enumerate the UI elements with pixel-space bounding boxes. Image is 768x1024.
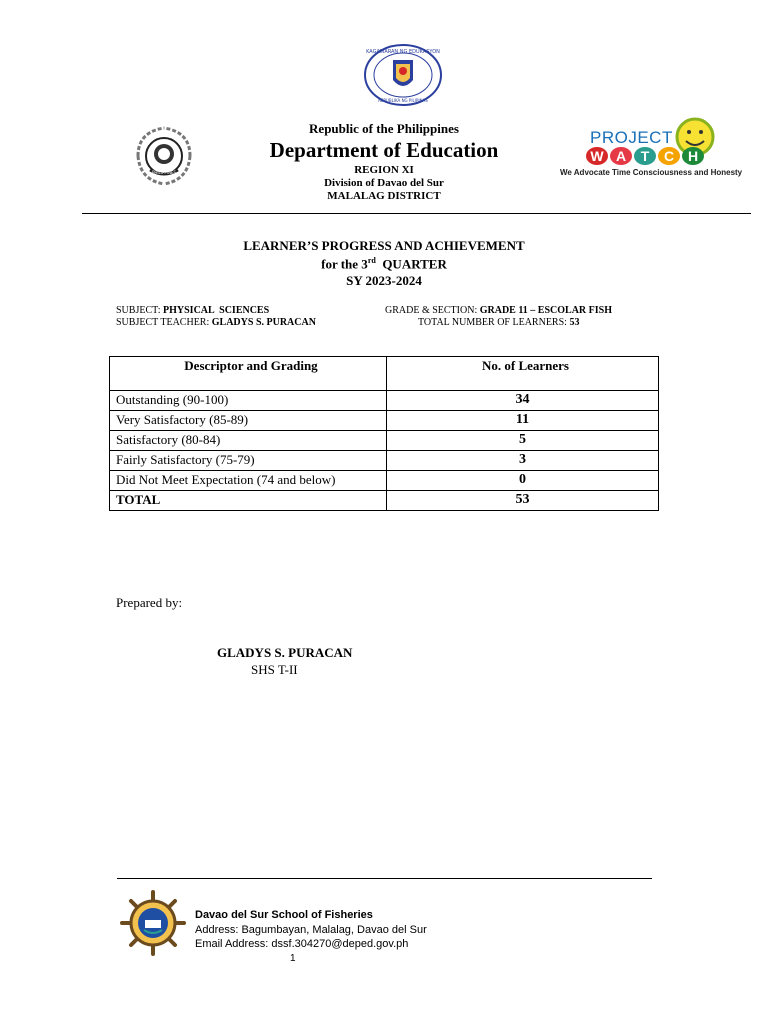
- seal-ring-text-top: KAGAWARAN NG EDUKASYON: [366, 49, 440, 55]
- row-descriptor: Very Satisfactory (85-89): [110, 411, 387, 431]
- report-school-year: SY 2023-2024: [346, 273, 422, 288]
- watch-letter-a: A: [610, 147, 632, 165]
- watch-letter-w: W: [586, 147, 608, 165]
- row-descriptor: Outstanding (90-100): [110, 391, 387, 411]
- row-descriptor: Satisfactory (80-84): [110, 431, 387, 451]
- left-logo-text: PHILIPPINES: [151, 170, 177, 175]
- report-quarter: [0, 256, 768, 272]
- meta-subject: [116, 305, 269, 316]
- row-count: 0: [387, 471, 659, 491]
- meta-teacher: [116, 317, 316, 328]
- table-row: [110, 451, 659, 471]
- header-divider: [82, 213, 751, 214]
- quarter-suffix: QUARTER: [375, 256, 447, 272]
- school-wheel-logo: [120, 890, 186, 956]
- header-count: No. of Learners: [387, 357, 659, 391]
- project-label: PROJECT: [590, 128, 673, 147]
- meta-grade-label: GRADE & SECTION:: [385, 305, 480, 316]
- table-row: [110, 431, 659, 451]
- meta-grade-value: GRADE 11 – ESCOLAR FISH: [479, 305, 612, 316]
- row-descriptor: Fairly Satisfactory (75-79): [110, 451, 387, 471]
- footer-address: Address: Bagumbayan, Malalag, Davao del Sur: [195, 924, 427, 936]
- watch-letter-h: H: [682, 147, 704, 165]
- meta-subject-value: PHYSICAL SCIENCES: [163, 305, 270, 316]
- seal-ring-text-bottom: REPUBLIKA NG PILIPINAS: [378, 98, 428, 103]
- row-count: 5: [387, 431, 659, 451]
- header-region: REGION XI: [354, 164, 414, 176]
- quarter-prefix: for the 3: [321, 256, 368, 272]
- header-descriptor: Descriptor and Grading: [110, 357, 387, 391]
- signatory-name: GLADYS S. PURACAN: [217, 645, 353, 660]
- meta-total-value: 53: [569, 317, 580, 328]
- meta-total-learners: [418, 317, 579, 328]
- meta-grade-section: [385, 305, 612, 316]
- table-row: [110, 471, 659, 491]
- header-republic: Republic of the Philippines: [309, 121, 459, 136]
- project-watch-tagline: We Advocate Time Consciousness and Honesty: [560, 168, 743, 177]
- meta-total-label: TOTAL NUMBER OF LEARNERS:: [418, 317, 570, 328]
- footer-divider: [117, 878, 652, 879]
- prepared-by-label: Prepared by:: [116, 595, 183, 610]
- signatory-position: SHS T-II: [251, 662, 298, 677]
- total-label: TOTAL: [110, 491, 387, 511]
- row-count: 3: [387, 451, 659, 471]
- header-department: Department of Education: [269, 138, 499, 162]
- footer-email: Email Address: dssf.304270@deped.gov.ph: [195, 938, 409, 950]
- deped-seal-logo: [363, 44, 443, 106]
- table-total-row: [110, 491, 659, 511]
- row-descriptor: Did Not Meet Expectation (74 and below): [110, 471, 387, 491]
- footer-school-name: Davao del Sur School of Fisheries: [195, 909, 373, 921]
- grades-table: [109, 356, 659, 511]
- watch-letter-t: T: [634, 147, 656, 165]
- row-count: 34: [387, 391, 659, 411]
- table-row: [110, 391, 659, 411]
- meta-subject-label: SUBJECT:: [116, 305, 164, 316]
- row-count: 11: [387, 411, 659, 431]
- header-district: MALALAG DISTRICT: [327, 190, 441, 202]
- header-division: Division of Davao del Sur: [324, 177, 444, 189]
- meta-teacher-value: GLADYS S. PURACAN: [211, 317, 316, 328]
- total-count: 53: [387, 491, 659, 511]
- watch-letter-c: C: [658, 147, 680, 165]
- report-title: LEARNER’S PROGRESS AND ACHIEVEMENT: [243, 238, 525, 253]
- page-number: 1: [290, 953, 296, 964]
- meta-teacher-label: SUBJECT TEACHER:: [116, 317, 212, 328]
- table-header-row: [110, 357, 659, 391]
- quarter-ordinal: rd: [367, 256, 376, 265]
- table-row: [110, 411, 659, 431]
